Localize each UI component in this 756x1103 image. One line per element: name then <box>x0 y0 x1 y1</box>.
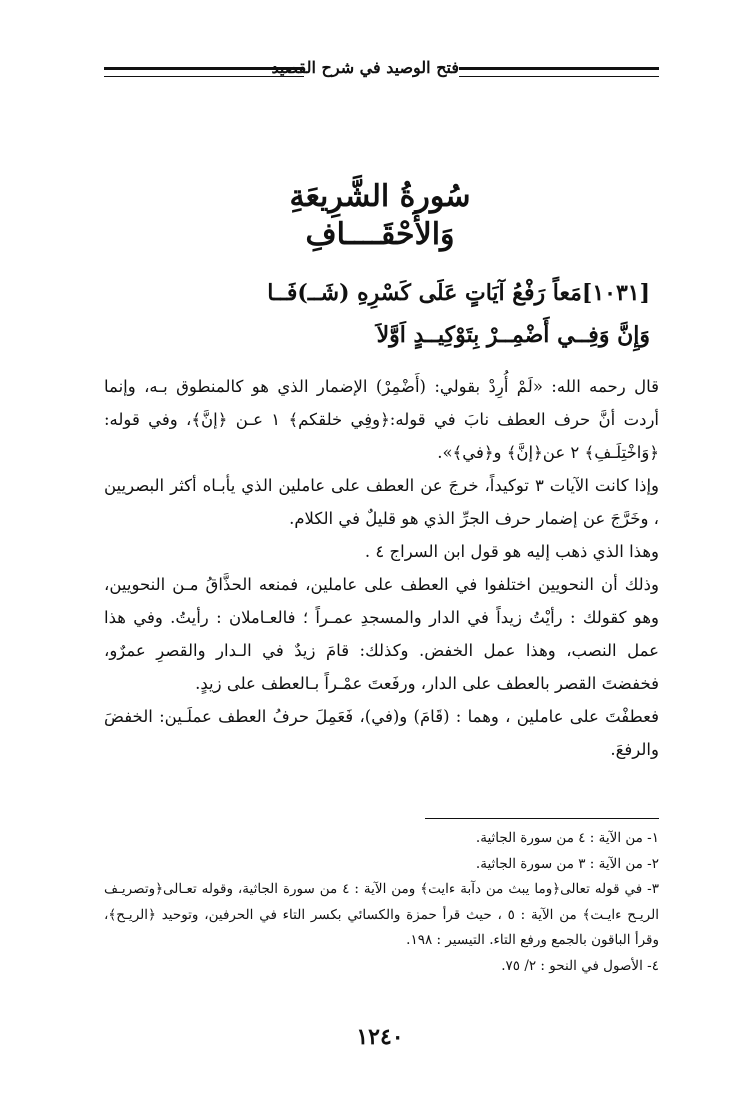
footnote: ١- من الآية : ٤ من سورة الجاثية. <box>475 830 659 846</box>
body-paragraph: قال رحمه الله: «لَمْ أُرِدْ بقولي: (أَضْمِرْ) الإضمار الذي هو كالمنطوق بـه، وإنما أردت أنَّ حرف العطف نابَ في قوله:﴿وفِي خلقكم﴾ ١ عـن ﴿إنَّ﴾، وفي قوله: ﴿وَاخْتِلَـفِ﴾ ٢ عن﴿إنَّ﴾ و﴿في﴾». <box>104 377 659 462</box>
body-text <box>104 370 659 766</box>
footnote-divider <box>425 818 659 819</box>
header-rule-right <box>459 67 659 77</box>
verse-line-1: [١٠٣١]مَعاً رَفْعُ آيَاتٍ عَلَى كَسْرِهِ (شَــ)فَــا <box>267 280 650 306</box>
footnote: ٢- من الآية : ٣ من سورة الجاثية. <box>475 855 659 872</box>
body-paragraph: فعطفْتَ على عاملين ، وهما : (قَامَ) و(في)، فَعَمِلَ حرفُ العطف عملَـين: الخفضَ والرفعَ. <box>104 707 659 759</box>
body-paragraph: وهذا الذي ذهب إليه هو قول ابن السراج ٤ . <box>364 542 659 561</box>
sura-title-line-2: وَالأَحْقَــــافِ <box>305 217 455 252</box>
sura-title-line-1: سُورةُ الشَّرِيعَةِ <box>289 179 471 214</box>
body-paragraph: وذلك أن النحويين اختلفوا في العطف على عاملين، فمنعه الحذَّاقُ مـن النحويين، وهو كقولك : رأيْتُ زيداً في الدار والمسجدِ عمـراً ؛ فالعـاملان : رأيتُ. وفي هذا عمل النصب، وهذا عمل الخفض. وكذلك: قامَ زيدٌ في الـدار والقصرِ عمرٌو، فخفضتَ القصر بالعطف على الدار، ورفَعتَ عمْـراً بـالعطف على زيدٍ. <box>104 575 659 693</box>
header-title: فتح الوصيد في شرح القصيد <box>271 58 459 77</box>
sura-title <box>240 178 520 254</box>
footnote: ٣- في قوله تعالى﴿وما يبث من دآبة ءايت﴾ ومن الآية : ٤ من سورة الجاثية، وقوله تعـالى﴿وتصريـف الريـح ءايـت﴾ من الآية : ٥ ، حيث قرأ حمزة والكسائي بكسر التاء في الحرفين، وتوحيد ﴿الريـح﴾، وقرأ الباقون بالجمع ورفع التاء. التيسير : ١٩٨. <box>104 881 659 948</box>
running-header <box>104 58 659 88</box>
footnote: ٤- الأصول في النحو : ٢/ ٧٥. <box>501 957 659 974</box>
footnotes <box>104 826 659 979</box>
page-number: ١٢٤٠ <box>356 1024 404 1050</box>
body-paragraph: وإذا كانت الآيات ٣ توكيداً، خرجَ عن العطف على عاملين الذي يأبـاه أكثر البصريين ، وخَرَّجَ عن إضمار حرف الجرِّ الذي هو قليلٌ في الكلام. <box>104 476 659 528</box>
verse-line-2: وَإِنَّ وَفِــي أَضْمِــرْ بِتَوْكِيــدٍ اَوَّلاَ <box>376 322 650 348</box>
